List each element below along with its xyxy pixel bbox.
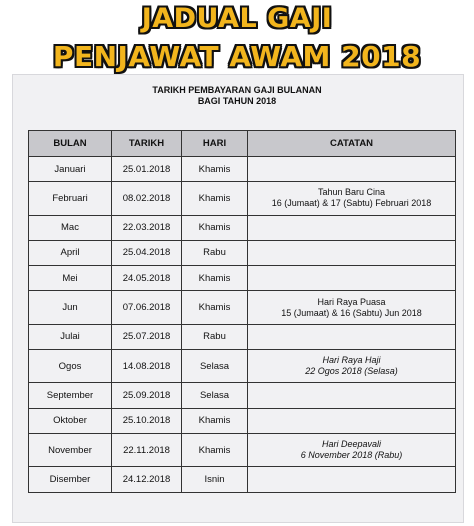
cell-bulan: Oktober bbox=[29, 408, 112, 433]
cell-catatan bbox=[248, 433, 456, 467]
cell-hari: Khamis bbox=[182, 266, 248, 291]
cell-bulan: September bbox=[29, 383, 112, 408]
table-row bbox=[29, 157, 456, 182]
cell-hari: Rabu bbox=[182, 324, 248, 349]
cell-catatan bbox=[248, 383, 456, 408]
table-row bbox=[29, 433, 456, 467]
cell-hari: Khamis bbox=[182, 408, 248, 433]
cell-bulan: Januari bbox=[29, 157, 112, 182]
cell-bulan: Jun bbox=[29, 291, 112, 325]
cell-tarikh: 24.12.2018 bbox=[112, 467, 182, 492]
column-header-catatan: CATATAN bbox=[248, 131, 456, 157]
catatan-line1: Hari Raya Puasa bbox=[317, 296, 386, 307]
cell-tarikh: 22.03.2018 bbox=[112, 215, 182, 240]
cell-bulan: April bbox=[29, 240, 112, 265]
cell-hari: Isnin bbox=[182, 467, 248, 492]
table-header-row bbox=[29, 131, 456, 157]
cell-catatan bbox=[248, 240, 456, 265]
column-header-hari: HARI bbox=[182, 131, 248, 157]
catatan-line2: 22 Ogos 2018 (Selasa) bbox=[305, 366, 398, 377]
cell-hari: Khamis bbox=[182, 433, 248, 467]
cell-hari: Selasa bbox=[182, 383, 248, 408]
cell-bulan: Mac bbox=[29, 215, 112, 240]
headline-subtitle: PENJAWAT AWAM 2018 bbox=[52, 40, 422, 73]
cell-hari: Rabu bbox=[182, 240, 248, 265]
cell-catatan bbox=[248, 467, 456, 492]
document-heading: TARIKH PEMBAYARAN GAJI BULANAN bbox=[152, 85, 322, 95]
cell-catatan bbox=[248, 215, 456, 240]
cell-catatan bbox=[248, 408, 456, 433]
cell-tarikh: 22.11.2018 bbox=[112, 433, 182, 467]
catatan-line2: 6 November 2018 (Rabu) bbox=[300, 450, 403, 461]
column-header-tarikh: TARIKH bbox=[112, 131, 182, 157]
cell-bulan: Ogos bbox=[29, 349, 112, 383]
cell-catatan bbox=[248, 266, 456, 291]
table-row bbox=[29, 408, 456, 433]
cell-bulan: Julai bbox=[29, 324, 112, 349]
cell-hari: Khamis bbox=[182, 291, 248, 325]
cell-hari: Khamis bbox=[182, 215, 248, 240]
column-header-bulan: BULAN bbox=[29, 131, 112, 157]
table-row bbox=[29, 240, 456, 265]
cell-bulan: November bbox=[29, 433, 112, 467]
cell-bulan: Februari bbox=[29, 182, 112, 216]
table-row bbox=[29, 291, 456, 325]
table-row bbox=[29, 383, 456, 408]
table-row bbox=[29, 467, 456, 492]
cell-hari: Khamis bbox=[182, 157, 248, 182]
cell-tarikh: 25.01.2018 bbox=[112, 157, 182, 182]
table-row bbox=[29, 266, 456, 291]
cell-tarikh: 25.04.2018 bbox=[112, 240, 182, 265]
table-row bbox=[29, 349, 456, 383]
cell-catatan bbox=[248, 291, 456, 325]
cell-catatan bbox=[248, 324, 456, 349]
cell-hari: Selasa bbox=[182, 349, 248, 383]
cell-catatan bbox=[248, 349, 456, 383]
document-subheading: BAGI TAHUN 2018 bbox=[197, 96, 277, 106]
catatan-line2: 15 (Jumaat) & 16 (Sabtu) Jun 2018 bbox=[281, 307, 422, 318]
table-row bbox=[29, 182, 456, 216]
table-row bbox=[29, 215, 456, 240]
cell-catatan bbox=[248, 182, 456, 216]
cell-bulan: Mei bbox=[29, 266, 112, 291]
cell-hari: Khamis bbox=[182, 182, 248, 216]
catatan-line1: Hari Deepavali bbox=[321, 439, 382, 450]
headline-title: JADUAL GAJI bbox=[141, 3, 333, 34]
cell-catatan bbox=[248, 157, 456, 182]
catatan-line1: Hari Raya Haji bbox=[322, 355, 381, 366]
salary-schedule-table bbox=[28, 130, 456, 493]
cell-tarikh: 14.08.2018 bbox=[112, 349, 182, 383]
cell-tarikh: 25.09.2018 bbox=[112, 383, 182, 408]
catatan-line1: Tahun Baru Cina bbox=[317, 187, 386, 198]
cell-tarikh: 07.06.2018 bbox=[112, 291, 182, 325]
cell-tarikh: 24.05.2018 bbox=[112, 266, 182, 291]
table-row bbox=[29, 324, 456, 349]
catatan-line2: 16 (Jumaat) & 17 (Sabtu) Februari 2018 bbox=[271, 198, 432, 209]
cell-tarikh: 08.02.2018 bbox=[112, 182, 182, 216]
cell-bulan: Disember bbox=[29, 467, 112, 492]
cell-tarikh: 25.07.2018 bbox=[112, 324, 182, 349]
cell-tarikh: 25.10.2018 bbox=[112, 408, 182, 433]
